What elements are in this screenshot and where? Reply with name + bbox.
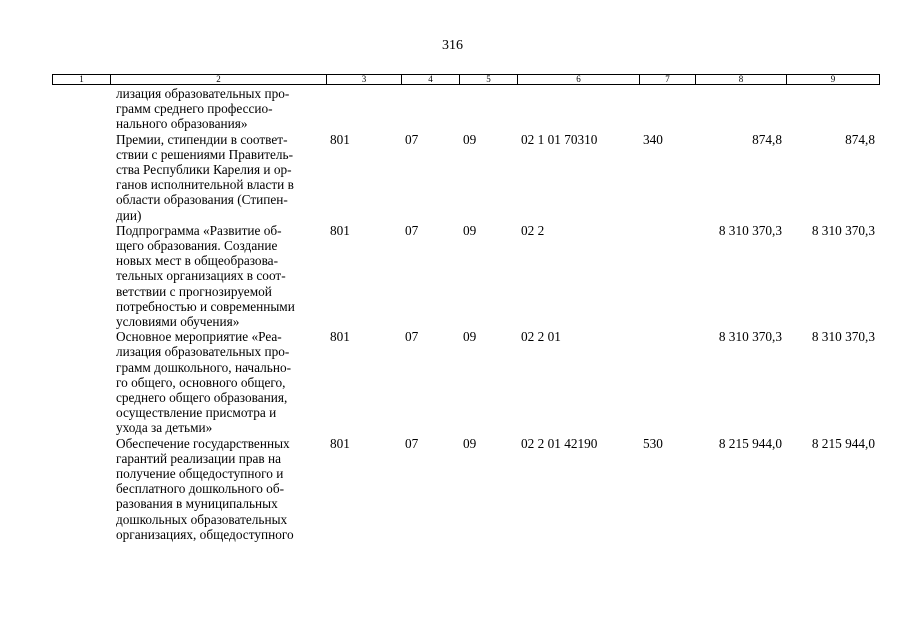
header-col-9: 9 <box>787 75 880 85</box>
cell-amount-year-1: 874,8 <box>752 131 782 147</box>
cell-section: 07 <box>405 131 419 147</box>
cell-amount-year-2: 874,8 <box>845 131 875 147</box>
cell-amount-year-2: 8 215 944,0 <box>811 435 875 451</box>
header-col-3: 3 <box>327 75 402 85</box>
cell-section: 07 <box>405 222 419 238</box>
table-row <box>52 132 879 223</box>
cell-target-article: 02 1 01 70310 <box>521 131 598 147</box>
header-col-6: 6 <box>518 75 640 85</box>
cell-amount-year-1: 8 215 944,0 <box>718 435 782 451</box>
cell-expense-type <box>639 223 695 329</box>
cell-index <box>52 86 110 132</box>
table-row <box>52 86 879 132</box>
cell-amount-year-1: 8 310 370,3 <box>718 222 782 238</box>
cell-subsection <box>459 86 517 132</box>
cell-target-article: 02 2 01 42190 <box>521 435 598 451</box>
cell-amount-year-1 <box>695 86 786 132</box>
cell-expense-type: 530 <box>643 435 663 451</box>
cell-index <box>52 329 110 435</box>
cell-subsection: 09 <box>463 329 477 345</box>
cell-target-article <box>517 86 639 132</box>
cell-expense-type <box>639 86 695 132</box>
cell-subsection: 09 <box>463 131 477 147</box>
header-col-2: 2 <box>111 75 327 85</box>
cell-index <box>52 132 110 223</box>
cell-name: лизация образовательных про- грамм среднего профессио- нального образования» <box>116 86 290 132</box>
cell-ved: 801 <box>330 131 350 147</box>
cell-target-article: 02 2 01 <box>521 329 561 345</box>
cell-amount-year-2: 8 310 370,3 <box>811 222 875 238</box>
cell-ved: 801 <box>330 435 350 451</box>
cell-expense-type: 340 <box>643 131 663 147</box>
cell-name: Обеспечение государственных гарантий реализации прав на получение общедоступного и бесплатного дошкольного об- разования в муниципальных дошкольных образовательных организациях, общедоступного <box>116 435 294 542</box>
cell-ved: 801 <box>330 329 350 345</box>
cell-index <box>52 223 110 329</box>
cell-ved <box>326 86 401 132</box>
header-col-8: 8 <box>696 75 787 85</box>
table-row <box>52 436 879 542</box>
header-col-7: 7 <box>640 75 696 85</box>
cell-amount-year-1: 8 310 370,3 <box>718 329 782 345</box>
header-col-5: 5 <box>460 75 518 85</box>
cell-subsection: 09 <box>463 435 477 451</box>
cell-amount-year-2: 8 310 370,3 <box>811 329 875 345</box>
cell-ved: 801 <box>330 222 350 238</box>
cell-section <box>401 86 459 132</box>
cell-section: 07 <box>405 329 419 345</box>
column-number-header <box>52 74 880 85</box>
cell-expense-type <box>639 329 695 435</box>
header-col-4: 4 <box>402 75 460 85</box>
header-col-1: 1 <box>53 75 111 85</box>
cell-subsection: 09 <box>463 222 477 238</box>
cell-amount-year-2 <box>786 86 879 132</box>
table-row <box>52 223 879 329</box>
cell-index <box>52 436 110 542</box>
cell-name: Подпрограмма «Развитие об- щего образования. Создание новых мест в общеобразова- тельных организациях в соот- ветствии с прогнозируемой потребностью и современными условиями обучения» <box>116 222 295 330</box>
page-number: 316 <box>442 38 463 53</box>
table-row <box>52 329 879 435</box>
cell-name: Основное мероприятие «Реа- лизация образовательных про- грамм дошкольного, начально- го общего, основного общего, среднего общего образования, осуществление присмотра и ухода за детьми» <box>116 329 292 436</box>
cell-target-article: 02 2 <box>521 222 545 238</box>
budget-table <box>52 86 879 542</box>
cell-section: 07 <box>405 435 419 451</box>
cell-name: Премии, стипендии в соответ- ствии с решениями Правитель- ства Республики Карелия и ор- ганов исполнительной власти в области образования (Стипен- дии) <box>116 131 294 223</box>
